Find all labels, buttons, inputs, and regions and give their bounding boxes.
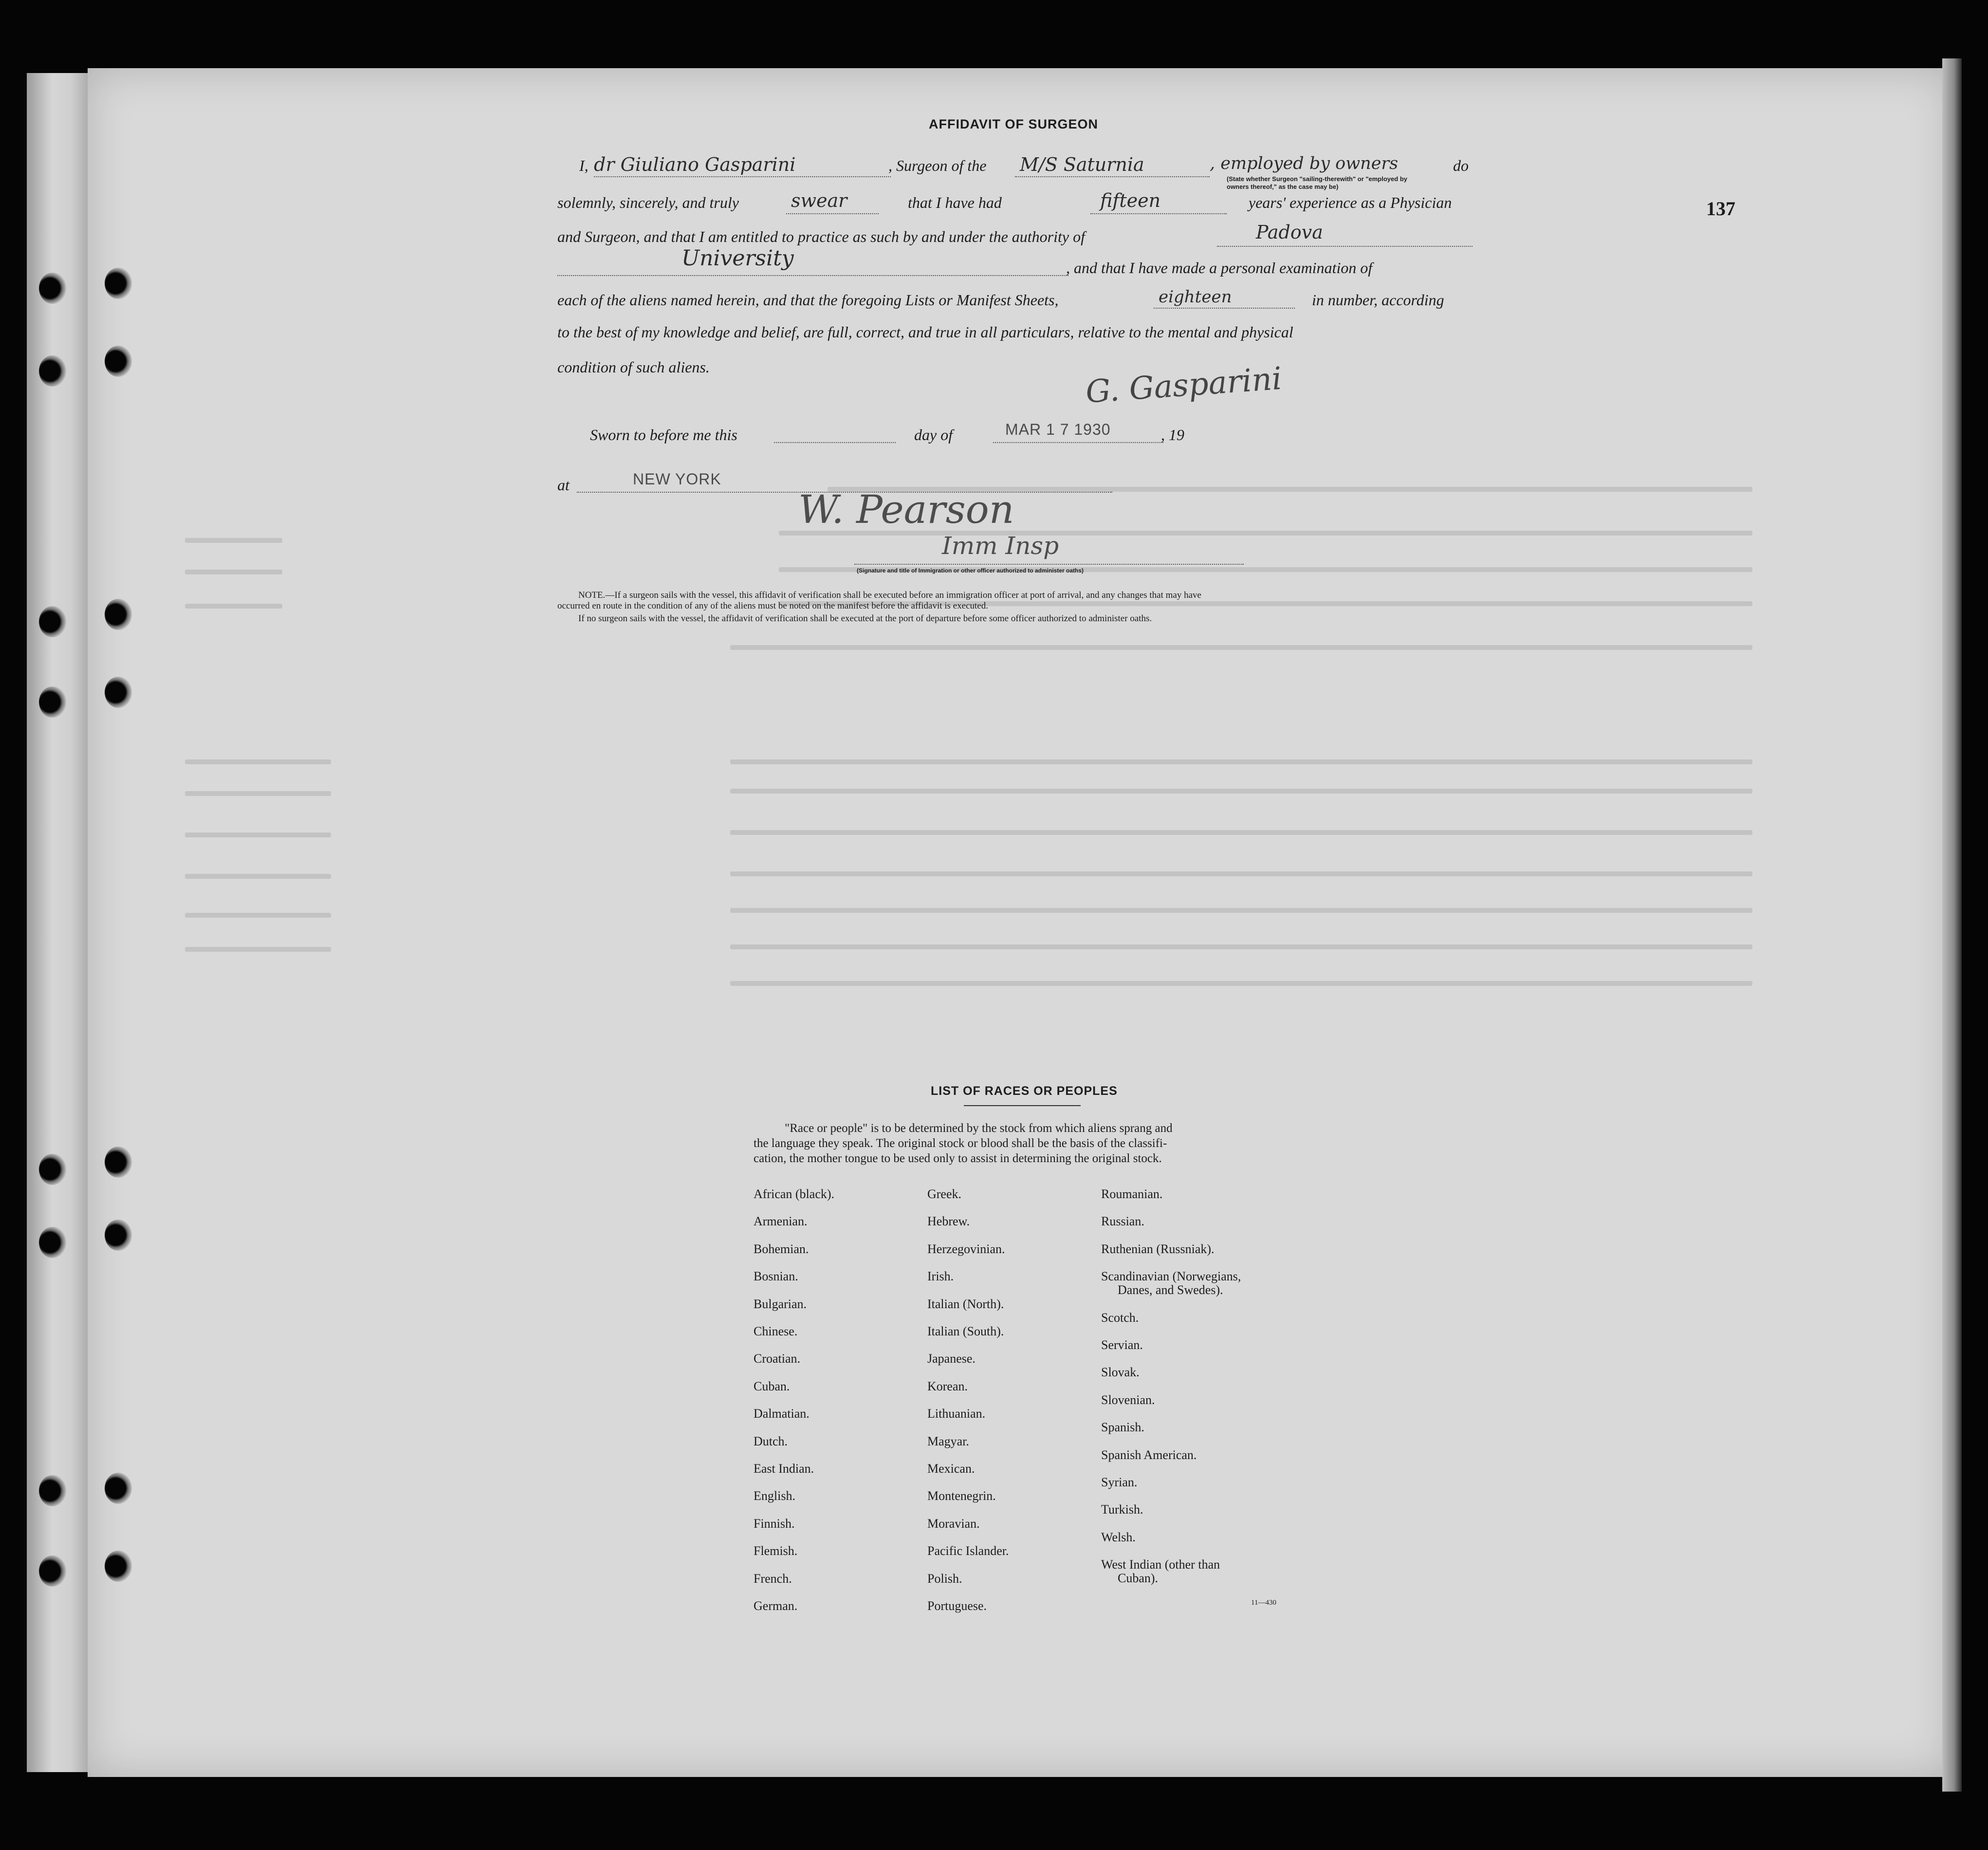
race-item: Bohemian.	[754, 1241, 809, 1256]
race-item: Croatian.	[754, 1351, 801, 1366]
employment-note-2: owners thereof," as the case may be)	[1227, 183, 1339, 190]
line7: condition of such aliens.	[557, 358, 710, 376]
race-item: Finnish.	[754, 1516, 795, 1531]
races-title: LIST OF RACES OR PEOPLES	[931, 1084, 1118, 1098]
race-item: Herzegovinian.	[927, 1241, 1005, 1256]
race-item: Japanese.	[927, 1351, 976, 1366]
race-item: West Indian (other than	[1101, 1557, 1220, 1572]
race-item: Armenian.	[754, 1214, 808, 1229]
race-item: Bulgarian.	[754, 1296, 807, 1311]
employment-note-1: (State whether Surgeon "sailing-therewith" or "employed by	[1227, 175, 1407, 183]
race-item: Roumanian.	[1101, 1187, 1163, 1201]
surgeon-signature: G. Gasparini	[1084, 361, 1283, 410]
race-item: German.	[754, 1599, 798, 1613]
note-line-2: occurred en route in the condition of any of the aliens must be noted on the manifest before the affidavit is executed.	[557, 601, 988, 611]
race-item: East Indian.	[754, 1462, 814, 1476]
line2-mid: that I have had	[908, 194, 1002, 211]
race-item: African (black).	[754, 1187, 835, 1201]
race-item: Greek.	[927, 1187, 962, 1201]
race-item: Danes, and Swedes).	[1118, 1283, 1223, 1297]
races-intro-2: the language they speak. The original stock or blood shall be the basis of the classifi-	[754, 1137, 1167, 1150]
note-line-1: NOTE.—If a surgeon sails with the vessel, this affidavit of verification shall be executed before an immigration officer at port of arrival, and any changes that may have	[578, 590, 1201, 600]
race-item: Spanish American.	[1101, 1447, 1197, 1462]
years-experience: fifteen	[1100, 190, 1161, 211]
employment-status: , employed by owners	[1210, 154, 1399, 173]
races-intro-1: "Race or people" is to be determined by the stock from which aliens sprang and	[785, 1122, 1173, 1135]
sheet-count: eighteen	[1159, 287, 1232, 307]
race-item: Slovenian.	[1101, 1392, 1155, 1407]
race-item: Dalmatian.	[754, 1406, 810, 1421]
race-item: Ruthenian (Russniak).	[1101, 1241, 1215, 1256]
race-item: Cuban.	[754, 1379, 790, 1393]
line3: and Surgeon, and that I am entitled to practice as such by and under the authority of	[557, 228, 1085, 245]
race-item: Korean.	[927, 1379, 968, 1393]
line2-prefix: solemnly, sincerely, and truly	[557, 194, 739, 211]
race-item: Portuguese.	[927, 1599, 987, 1613]
race-item: Cuban).	[1118, 1571, 1159, 1586]
year-prefix: , 19	[1161, 426, 1184, 444]
race-item: Flemish.	[754, 1544, 798, 1558]
race-item: Bosnian.	[754, 1269, 798, 1284]
race-item: Servian.	[1101, 1338, 1143, 1352]
line2-suffix: years' experience as a Physician	[1249, 194, 1452, 211]
race-item: Spanish.	[1101, 1420, 1144, 1435]
surgeon-name: dr Giuliano Gasparini	[594, 154, 796, 175]
races-intro-3: cation, the mother tongue to be used only to assist in determining the original stock.	[754, 1152, 1162, 1165]
race-item: Syrian.	[1101, 1475, 1138, 1489]
race-item: Mexican.	[927, 1462, 975, 1476]
line1-prefix: I,	[579, 157, 589, 174]
surgeon-of-label: , Surgeon of the	[888, 157, 987, 174]
authority-institution: University	[681, 246, 794, 271]
race-item: Lithuanian.	[927, 1406, 986, 1421]
authority-city: Padova	[1256, 222, 1323, 243]
race-item: English.	[754, 1489, 795, 1503]
race-item: Scandinavian (Norwegians,	[1101, 1269, 1241, 1284]
race-item: Russian.	[1101, 1214, 1144, 1229]
do-label: do	[1453, 157, 1469, 174]
race-item: Welsh.	[1101, 1530, 1136, 1544]
race-item: Dutch.	[754, 1434, 788, 1448]
affidavit-title: AFFIDAVIT OF SURGEON	[929, 117, 1098, 131]
race-item: Italian (North).	[927, 1296, 1004, 1311]
race-item: Magyar.	[927, 1434, 969, 1448]
officer-title: Imm Insp	[942, 532, 1059, 560]
race-item: Turkish.	[1101, 1502, 1143, 1517]
line5-prefix: each of the aliens named herein, and that the foregoing Lists or Manifest Sheets,	[557, 291, 1059, 309]
officer-signature: W. Pearson	[798, 487, 1014, 532]
race-item: Scotch.	[1101, 1310, 1139, 1325]
place-stamp: NEW YORK	[633, 470, 721, 488]
note-line-3: If no surgeon sails with the vessel, the affidavit of verification shall be executed at the port of departure before some officer authorized to administer oaths.	[578, 613, 1152, 624]
race-item: Montenegrin.	[927, 1489, 996, 1503]
race-item: Italian (South).	[927, 1324, 1004, 1338]
race-item: French.	[754, 1571, 792, 1586]
race-item: Hebrew.	[927, 1214, 970, 1229]
race-item: Polish.	[927, 1571, 962, 1586]
line6: to the best of my knowledge and belief, are full, correct, and true in all particulars, relative to the mental and physical	[557, 323, 1293, 341]
race-item: Slovak.	[1101, 1365, 1140, 1380]
vessel-name: M/S Saturnia	[1020, 154, 1144, 175]
line4-suffix: , and that I have made a personal examination of	[1066, 259, 1373, 277]
form-code: 11—430	[1251, 1599, 1276, 1607]
line5-suffix: in number, according	[1312, 291, 1444, 309]
officer-note: (Signature and title of Immigration or other officer authorized to administer oaths)	[857, 567, 1084, 574]
at-label: at	[557, 476, 570, 494]
date-stamp: MAR 1 7 1930	[1005, 421, 1111, 438]
oath-word: swear	[791, 190, 847, 211]
race-item: Chinese.	[754, 1324, 798, 1338]
race-item: Moravian.	[927, 1516, 980, 1531]
race-item: Pacific Islander.	[927, 1544, 1009, 1558]
sworn-day-label: day of	[914, 426, 953, 444]
sworn-prefix: Sworn to before me this	[590, 426, 737, 444]
race-item: Irish.	[927, 1269, 954, 1284]
page-number: 137	[1706, 198, 1735, 220]
